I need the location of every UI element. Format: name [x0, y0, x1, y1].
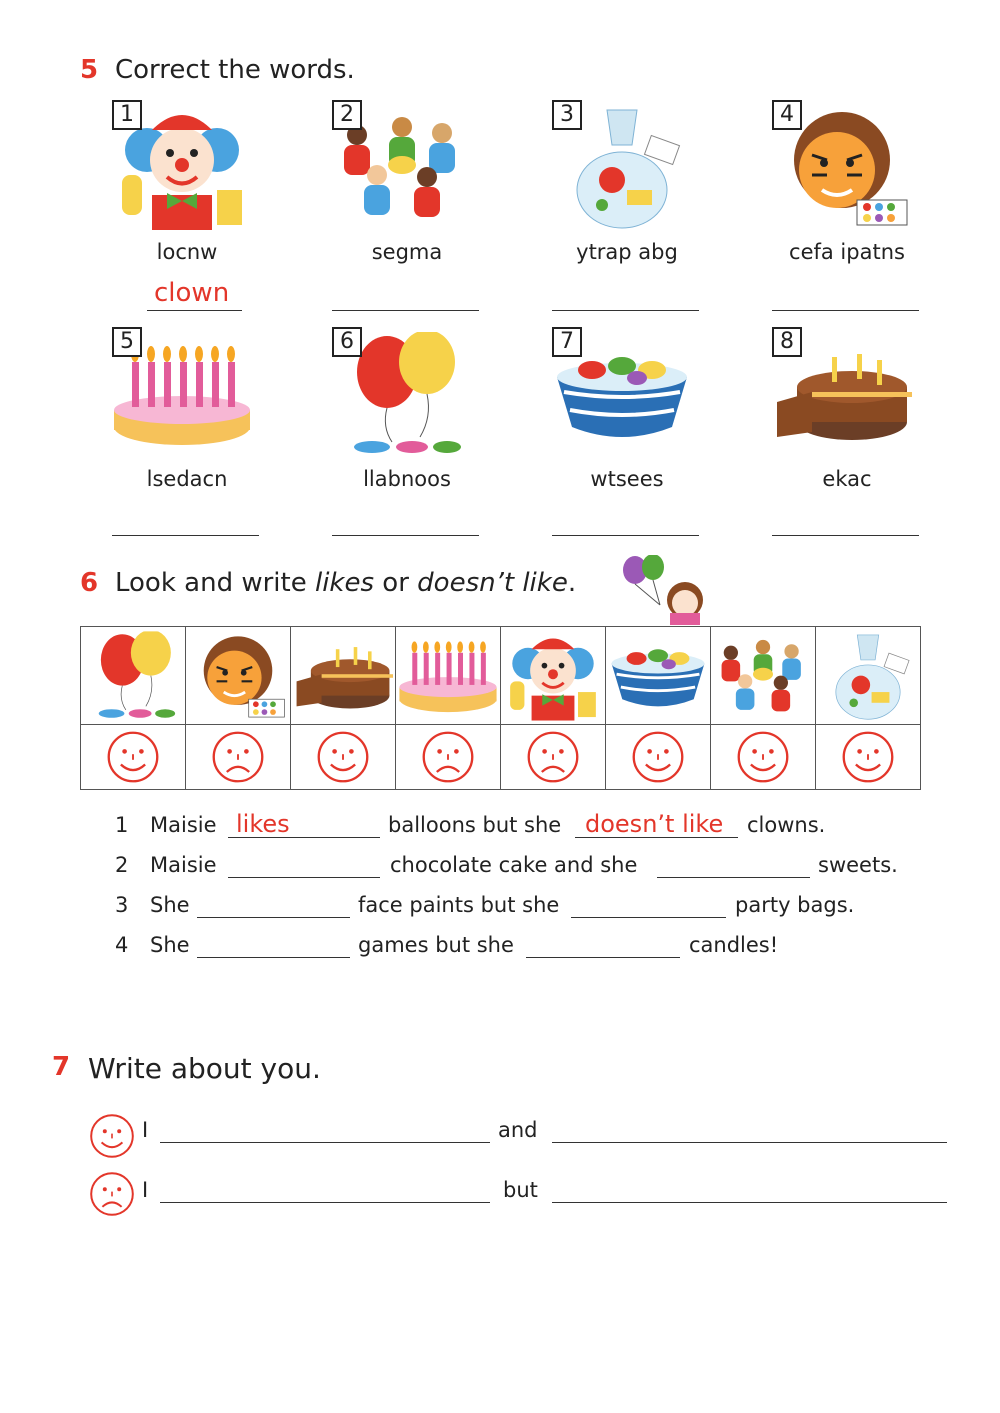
- face-cell: [291, 725, 396, 790]
- item-number-box: 8: [772, 327, 802, 357]
- fill-blank-2[interactable]: [571, 917, 726, 918]
- table-cell: [291, 627, 396, 725]
- sad-face-icon: [525, 729, 581, 785]
- write-line-2-mid: but: [503, 1178, 538, 1202]
- happy-face-icon: [840, 729, 896, 785]
- item-number-box: 1: [112, 100, 142, 130]
- section-5-title: Correct the words.: [115, 55, 355, 85]
- happy-face-icon: [88, 1112, 136, 1160]
- happy-face-icon: [105, 729, 161, 785]
- fill-blank-2[interactable]: [657, 877, 810, 878]
- happy-face-icon: [630, 729, 686, 785]
- sentence-middle: face paints but she: [358, 893, 560, 917]
- sweets-bowl-icon: [608, 631, 708, 721]
- section-7-number: 7: [52, 1052, 71, 1082]
- table-cell: [711, 627, 816, 725]
- scrambled-word: lsedacn: [146, 467, 228, 491]
- sad-face-icon: [88, 1170, 136, 1218]
- sentence-end: sweets.: [818, 853, 898, 877]
- section-6-number: 6: [80, 568, 99, 598]
- sentence-subject: She: [150, 933, 190, 957]
- sentence-number: 1: [115, 813, 129, 837]
- balloons-icon: [83, 631, 183, 721]
- write-line-1b[interactable]: [552, 1142, 947, 1143]
- chocolate-cake-icon: [293, 631, 393, 721]
- scrambled-word: llabnoos: [363, 467, 451, 491]
- scrambled-word: ekac: [822, 467, 872, 491]
- item-number-box: 2: [332, 100, 362, 130]
- item-number-box: 3: [552, 100, 582, 130]
- face-cell: [816, 725, 921, 790]
- answer-line[interactable]: [772, 535, 919, 536]
- scrambled-word: locnw: [156, 240, 218, 264]
- section-5-number: 5: [80, 55, 99, 85]
- sentence-end: candles!: [689, 933, 779, 957]
- item-number-box: 4: [772, 100, 802, 130]
- scrambled-word: wtsees: [590, 467, 664, 491]
- sentence-subject: She: [150, 893, 190, 917]
- item-number-box: 5: [112, 327, 142, 357]
- answer-line[interactable]: [332, 535, 479, 536]
- table-cell: [186, 627, 291, 725]
- answer-line[interactable]: [112, 535, 259, 536]
- face-paint-icon: [188, 631, 288, 721]
- item-number-box: 6: [332, 327, 362, 357]
- sentence-end: party bags.: [735, 893, 855, 917]
- section-7-title: Write about you.: [88, 1052, 321, 1085]
- sentence-end: clowns.: [747, 813, 826, 837]
- sentence-subject: Maisie: [150, 813, 217, 837]
- sad-face-icon: [210, 729, 266, 785]
- write-line-2a[interactable]: [160, 1202, 490, 1203]
- write-line-2-start: I: [142, 1178, 149, 1202]
- section-6-title: Look and write likes or doesn’t like.: [115, 568, 577, 598]
- table-cell: [501, 627, 606, 725]
- item-number-box: 7: [552, 327, 582, 357]
- face-cell: [606, 725, 711, 790]
- sentence-middle: chocolate cake and she: [390, 853, 638, 877]
- face-cell: [396, 725, 501, 790]
- write-line-2b[interactable]: [552, 1202, 947, 1203]
- answer-line[interactable]: [552, 310, 699, 311]
- sentence-number: 2: [115, 853, 129, 877]
- fill-answer-1: likes: [236, 810, 290, 838]
- happy-face-icon: [735, 729, 791, 785]
- candles-cake-icon: [398, 631, 498, 721]
- answer-line[interactable]: [147, 310, 242, 311]
- table-cell: [81, 627, 186, 725]
- fill-blank-1[interactable]: [228, 877, 380, 878]
- face-cell: [186, 725, 291, 790]
- sentence-middle: games but she: [358, 933, 514, 957]
- write-line-1-start: I: [142, 1118, 149, 1142]
- fill-blank-2[interactable]: [526, 957, 680, 958]
- table-cell: [396, 627, 501, 725]
- face-cell: [81, 725, 186, 790]
- scrambled-word: cefa ipatns: [789, 240, 905, 264]
- sentence-number: 4: [115, 933, 129, 957]
- face-cell: [501, 725, 606, 790]
- scrambled-word: ytrap abg: [576, 240, 678, 264]
- sentence-number: 3: [115, 893, 129, 917]
- face-cell: [711, 725, 816, 790]
- write-line-1-mid: and: [498, 1118, 538, 1142]
- likes-table: [80, 626, 921, 790]
- scrambled-word: segma: [371, 240, 443, 264]
- fill-blank-1[interactable]: [197, 957, 350, 958]
- answer-text: clown: [154, 278, 230, 308]
- girl-with-balloons-icon: [615, 555, 715, 625]
- answer-line[interactable]: [332, 310, 479, 311]
- sad-face-icon: [420, 729, 476, 785]
- fill-answer-2: doesn’t like: [585, 810, 724, 838]
- clown-icon: [503, 631, 603, 721]
- sentence-subject: Maisie: [150, 853, 217, 877]
- party-bag-icon: [818, 631, 918, 721]
- answer-line[interactable]: [552, 535, 699, 536]
- write-line-1a[interactable]: [160, 1142, 490, 1143]
- sentence-middle: balloons but she: [388, 813, 562, 837]
- games-icon: [713, 631, 813, 721]
- answer-line[interactable]: [772, 310, 919, 311]
- happy-face-icon: [315, 729, 371, 785]
- table-cell: [606, 627, 711, 725]
- table-cell: [816, 627, 921, 725]
- fill-blank-1[interactable]: [197, 917, 350, 918]
